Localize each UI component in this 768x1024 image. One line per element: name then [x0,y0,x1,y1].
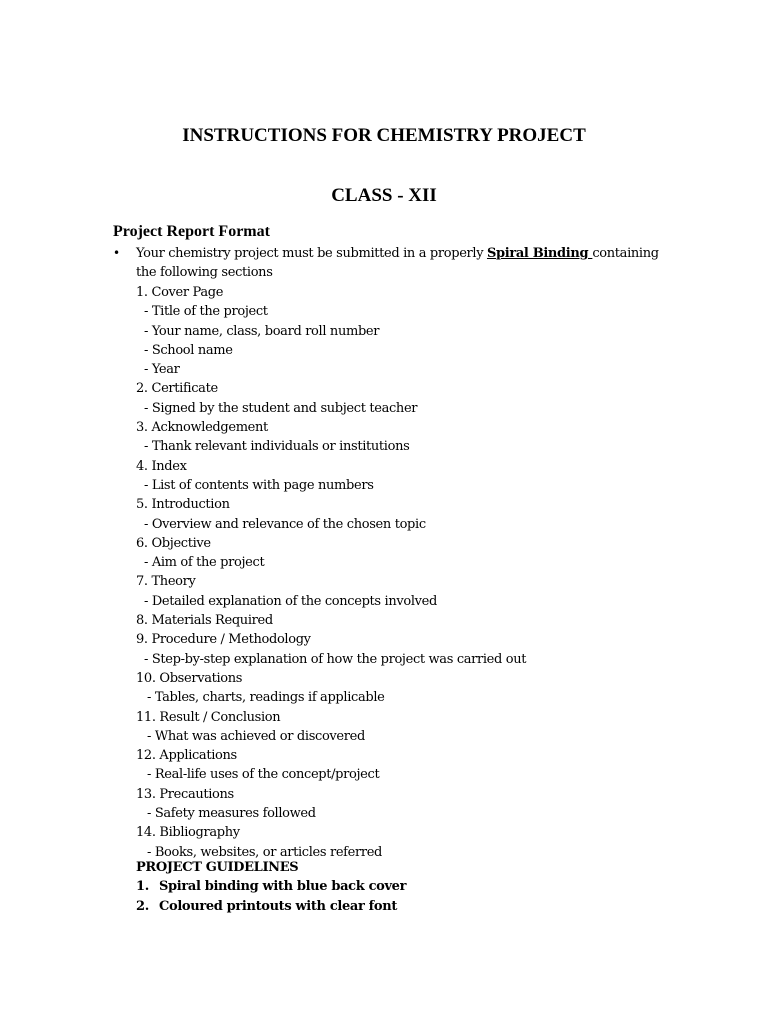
section-title: 2. Certificate [136,381,218,397]
bullet-text [136,244,673,283]
guideline-text: Coloured printouts with clear font [159,898,397,914]
bullet-text-before: Your chemistry project must be submitted in a properly [136,246,487,261]
section-title: 12. Applications [136,748,237,764]
bullet-symbol: • [113,246,120,260]
project-guidelines [136,858,656,916]
guideline-number: 1. [136,879,149,895]
section-title: 1. Cover Page [136,285,224,300]
guideline-item [136,877,656,896]
section-detail: - Signed by the student and subject teacher [144,400,418,416]
section-detail: - List of contents with page numbers [144,477,374,493]
guideline-item [136,897,656,916]
section-title: 13. Precautions [136,786,234,802]
section-detail: - Title of the project [144,304,268,320]
section-detail: - Overview and relevance of the chosen topic [144,516,426,532]
section-detail: - Books, websites, or articles referred [147,844,383,860]
section-title: 3. Acknowledgement [136,420,268,436]
section-detail: - Year [144,362,180,378]
section-title: 4. Index [136,458,187,474]
section-title: 14. Bibliography [136,825,240,841]
section-detail: - Thank relevant individuals or institutions [144,439,410,455]
section-detail: - Real-life uses of the concept/project [147,767,380,783]
guideline-number: 2. [136,898,149,914]
spiral-binding-emphasis: Spiral Binding [486,246,593,261]
section-detail: - Safety measures followed [147,806,316,822]
section-title: 7. Theory [136,574,196,590]
section-detail: - Step-by-step explanation of how the project was carried out [144,651,527,667]
section-title: 8. Materials Required [136,613,273,629]
guideline-text: Spiral binding with blue back cover [159,879,407,895]
sections-list [136,283,656,862]
section-detail: - School name [144,342,233,358]
bullet-paragraph [113,244,673,283]
guidelines-heading: PROJECT GUIDELINES [136,860,299,875]
section-heading: Project Report Format [113,223,270,240]
section-title: 5. Introduction [136,497,230,513]
section-detail: - What was achieved or discovered [147,728,365,744]
section-title: 11. Result / Conclusion [136,709,281,725]
class-label: CLASS - XII [331,185,437,206]
section-detail: - Tables, charts, readings if applicable [147,690,385,706]
guidelines-list [136,877,656,916]
section-title: 9. Procedure / Methodology [136,632,311,648]
section-detail: - Aim of the project [144,555,265,571]
bullet-text-after: containing the following sections [136,246,659,281]
section-title: 6. Objective [136,535,211,551]
document-title: INSTRUCTIONS FOR CHEMISTRY PROJECT [182,125,586,146]
section-detail: - Detailed explanation of the concepts involved [144,593,437,609]
section-detail: - Your name, class, board roll number [144,323,380,339]
section-title: 10. Observations [136,670,243,686]
